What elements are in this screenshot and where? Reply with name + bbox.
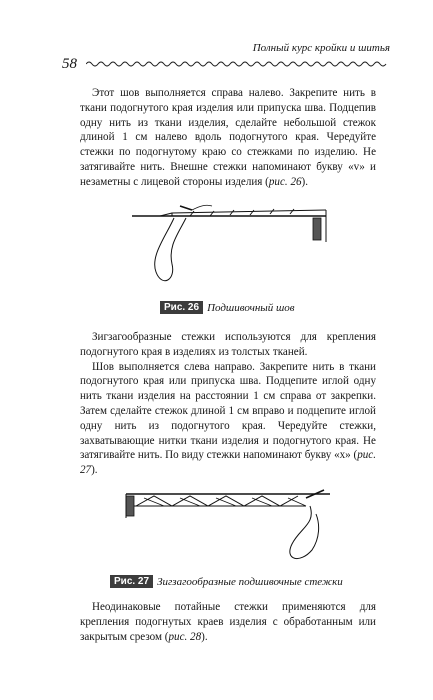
running-title: Полный курс кройки и шитья bbox=[252, 42, 390, 54]
paragraph-text: Шов выполняется слева направо. Закрепите нить в ткани подогнутого края или припуска шва. Подцепите иглой одну нить ткани изделия на расстоянии 1 см справа от закрепки. Затем сделайте стежок длиной 1 см вправо и подцепите иглой одну нить из подогнутого края. Чередуйте стежки, захватывающие нитки ткани изделия и подогнутого края. Не затягивайте нить. По виду стежки напоминают букву «х» bbox=[80, 360, 376, 462]
paragraph-zigzag-hem: Зигзагообразные стежки используются для крепления подогнутого края в изделиях из толстых тканей. Шов выполняется слева направо. Закрепите нить в ткани подогнутого края или припуска шва. Подцепите иглой одну нить ткани изделия на расстоянии 1 см справа от закрепки. Затем сделайте стежок длиной 1 см вправо и подцепите иглой одну нить из подогнутого края. Чередуйте стежки, захватывающие нитки ткани изделия и подогнутого края. Не затягивайте нить. По виду стежки напоминают букву «х» (рис. 27). bbox=[80, 331, 376, 477]
figure-caption-text: Подшивочный шов bbox=[207, 301, 295, 314]
paragraph-uneven-blind-stitch: Неодинаковые потайные стежки применяются для крепления подогнутых краев изделия с обработанным или закрытым срезом (рис. 28). bbox=[80, 601, 376, 643]
figure-caption-text: Зигзагообразные подшивочные стежки bbox=[157, 575, 343, 588]
paragraph-blind-hem: Этот шов выполняется справа налево. Закрепите нить в ткани подогнутого края изделия или припуска шва. Подцепив одну нить из ткани изделия, сделайте небольшой стежок длиной 1 см налево вдоль подогнутого края. Чередуйте стежки по подогнутому краю со стежками по изделию. Не затягивайте нить. Внешне стежки напоминают букву «v» и незаметны с лицевой стороны изделия (рис. 26). bbox=[80, 87, 376, 188]
figure-27-illustration bbox=[120, 484, 350, 568]
figure-reference: рис. 28 bbox=[168, 630, 202, 643]
figure-27-caption bbox=[110, 574, 343, 589]
paragraph-text: Неодинаковые потайные стежки применяются для крепления подогнутых краев изделия с обработанным или закрытым срезом bbox=[80, 601, 376, 643]
wavy-rule bbox=[86, 60, 390, 68]
figure-reference: рис. 27 bbox=[80, 449, 376, 477]
figure-label: Рис. 27 bbox=[110, 575, 153, 588]
figure-reference: рис. 26 bbox=[268, 175, 302, 188]
paragraph-text: Этот шов выполняется справа налево. Закрепите нить в ткани подогнутого края изделия или припуска шва. Подцепив одну нить из ткани изделия, сделайте небольшой стежок длиной 1 см налево вдоль подогнутого края. Чередуйте стежки по подогнутому краю со стежками по изделию. Не затягивайте нить. Внешне стежки напоминают букву «v» и незаметны с лицевой стороны изделия bbox=[80, 87, 376, 188]
figure-26-caption bbox=[160, 300, 295, 315]
figure-26-illustration bbox=[130, 196, 330, 292]
paragraph-text: Зигзагообразные стежки используются для крепления подогнутого края в изделиях из толстых тканей. bbox=[80, 331, 376, 358]
page-header bbox=[60, 42, 390, 72]
figure-label: Рис. 26 bbox=[160, 301, 203, 314]
page-number: 58 bbox=[62, 56, 77, 72]
